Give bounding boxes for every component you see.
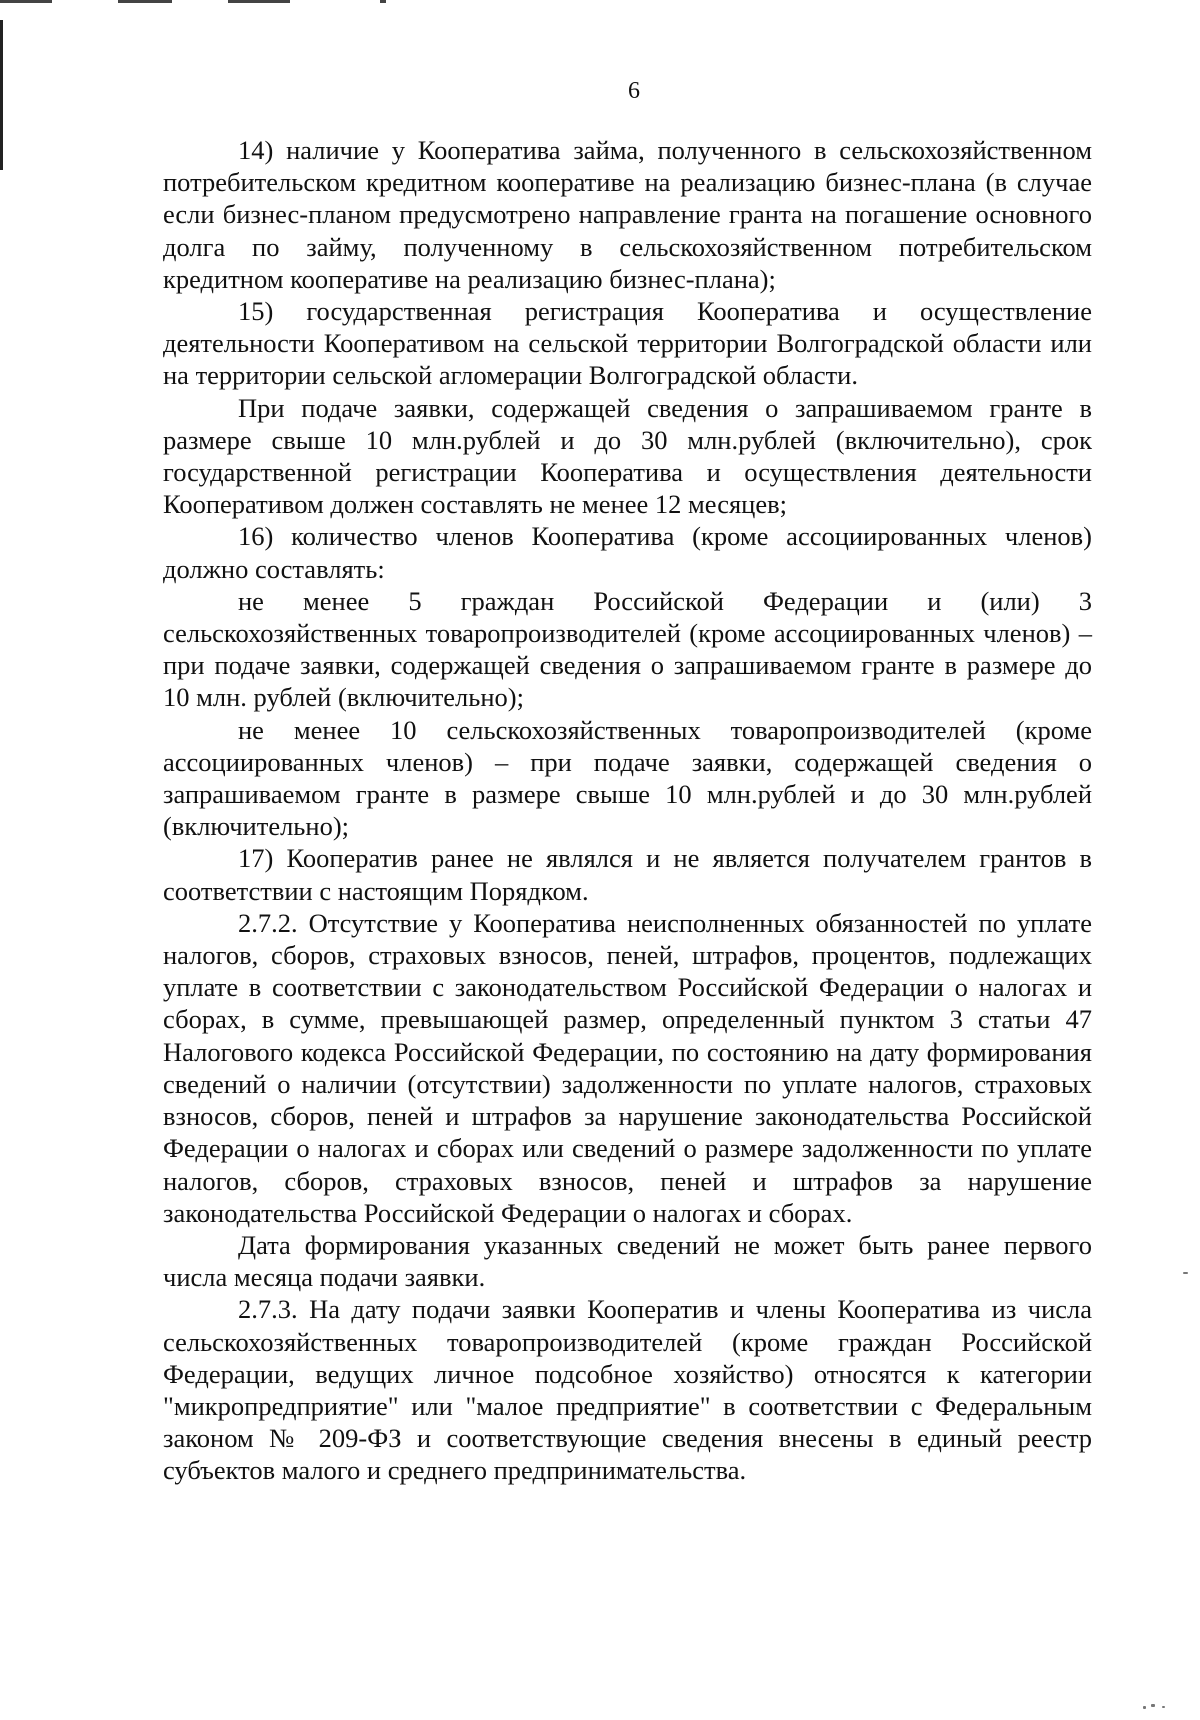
paragraph-members-over-10m: не менее 10 сельскохозяйственных товаропроизводителей (кроме ассоциированных членов) – при подаче заявки, содержащей сведения о запрашиваемом гранте в размере свыше 10 млн.рублей и до 30 млн.рублей (включительно);: [163, 714, 1092, 842]
paragraph-item-15: 15) государственная регистрация Кооператива и осуществление деятельности Кооперативом на сельской территории Волгоградской области или на территории сельской агломерации Волгоградской области.: [163, 296, 1092, 391]
scan-edge-top-2: [118, 0, 172, 3]
paragraph-item-17: 17) Кооператив ранее не являлся и не является получателем грантов в соответствии с настоящим Порядком.: [163, 843, 1092, 906]
document-body: [163, 134, 1092, 1487]
scan-edge-top-1: [0, 0, 52, 3]
paragraph-2-7-3: 2.7.3. На дату подачи заявки Кооператив и члены Кооператива из числа сельскохозяйственных товаропроизводителей (кроме граждан Российской Федерации, ведущих личное подсобное хозяйство) относятся к категории "микропредприятие" или "малое предприятие" в соответствии с Федеральным законом № 209-ФЗ и соответствующие сведения внесены в единый реестр субъектов малого и среднего предпринимательства.: [163, 1294, 1092, 1486]
scan-speck-bottom-1: [1143, 1706, 1146, 1709]
scan-speck-right: [1183, 1272, 1188, 1274]
paragraph-date-formation: Дата формирования указанных сведений не может быть ранее первого числа месяца подачи заявки.: [163, 1229, 1092, 1293]
paragraph-registration-term: При подаче заявки, содержащей сведения о запрашиваемом гранте в размере свыше 10 млн.рублей и до 30 млн.рублей (включительно), срок государственной регистрации Кооператива и осуществления деятельности Кооперативом должен составлять не менее 12 месяцев;: [163, 392, 1092, 520]
page-number: 6: [628, 78, 640, 104]
paragraph-item-16: 16) количество членов Кооператива (кроме ассоциированных членов) должно составлять:: [163, 521, 1092, 584]
scan-speck-bottom-2: [1151, 1704, 1155, 1707]
scan-edge-top-3: [228, 0, 290, 3]
paragraph-members-up-to-10m: не менее 5 граждан Российской Федерации и (или) 3 сельскохозяйственных товаропроизводителей (кроме ассоциированных членов) – при подаче заявки, содержащей сведения о запрашиваемом гранте в размере до 10 млн. рублей (включительно);: [163, 585, 1092, 713]
scan-edge-top-4: [380, 0, 386, 3]
paragraph-2-7-2: 2.7.2. Отсутствие у Кооператива неисполненных обязанностей по уплате налогов, сборов, страховых взносов, пеней, штрафов, процентов, подлежащих уплате в соответствии с законодательством Российской Федерации о налогах и сборах, в сумме, превышающей размер, определенный пунктом 3 статьи 47 Налогового кодекса Российской Федерации, по состоянию на дату формирования сведений о наличии (отсутствии) задолженности по уплате налогов, страховых взносов, сборов, пеней и штрафов за нарушение законодательства Российской Федерации о налогах и сборах или сведений о размере задолженности по уплате налогов, сборов, страховых взносов, пеней и штрафов за нарушение законодательства Российской Федерации о налогах и сборах.: [163, 907, 1092, 1228]
scan-speck-bottom-3: [1162, 1706, 1165, 1708]
paragraph-item-14: 14) наличие у Кооператива займа, полученного в сельскохозяйственном потребительском кредитном кооперативе на реализацию бизнес-плана (в случае если бизнес-планом предусмотрено направление гранта на погашение основного долга по займу, полученному в сельскохозяйственном потребительском кредитном кооперативе на реализацию бизнес-плана);: [163, 135, 1092, 294]
